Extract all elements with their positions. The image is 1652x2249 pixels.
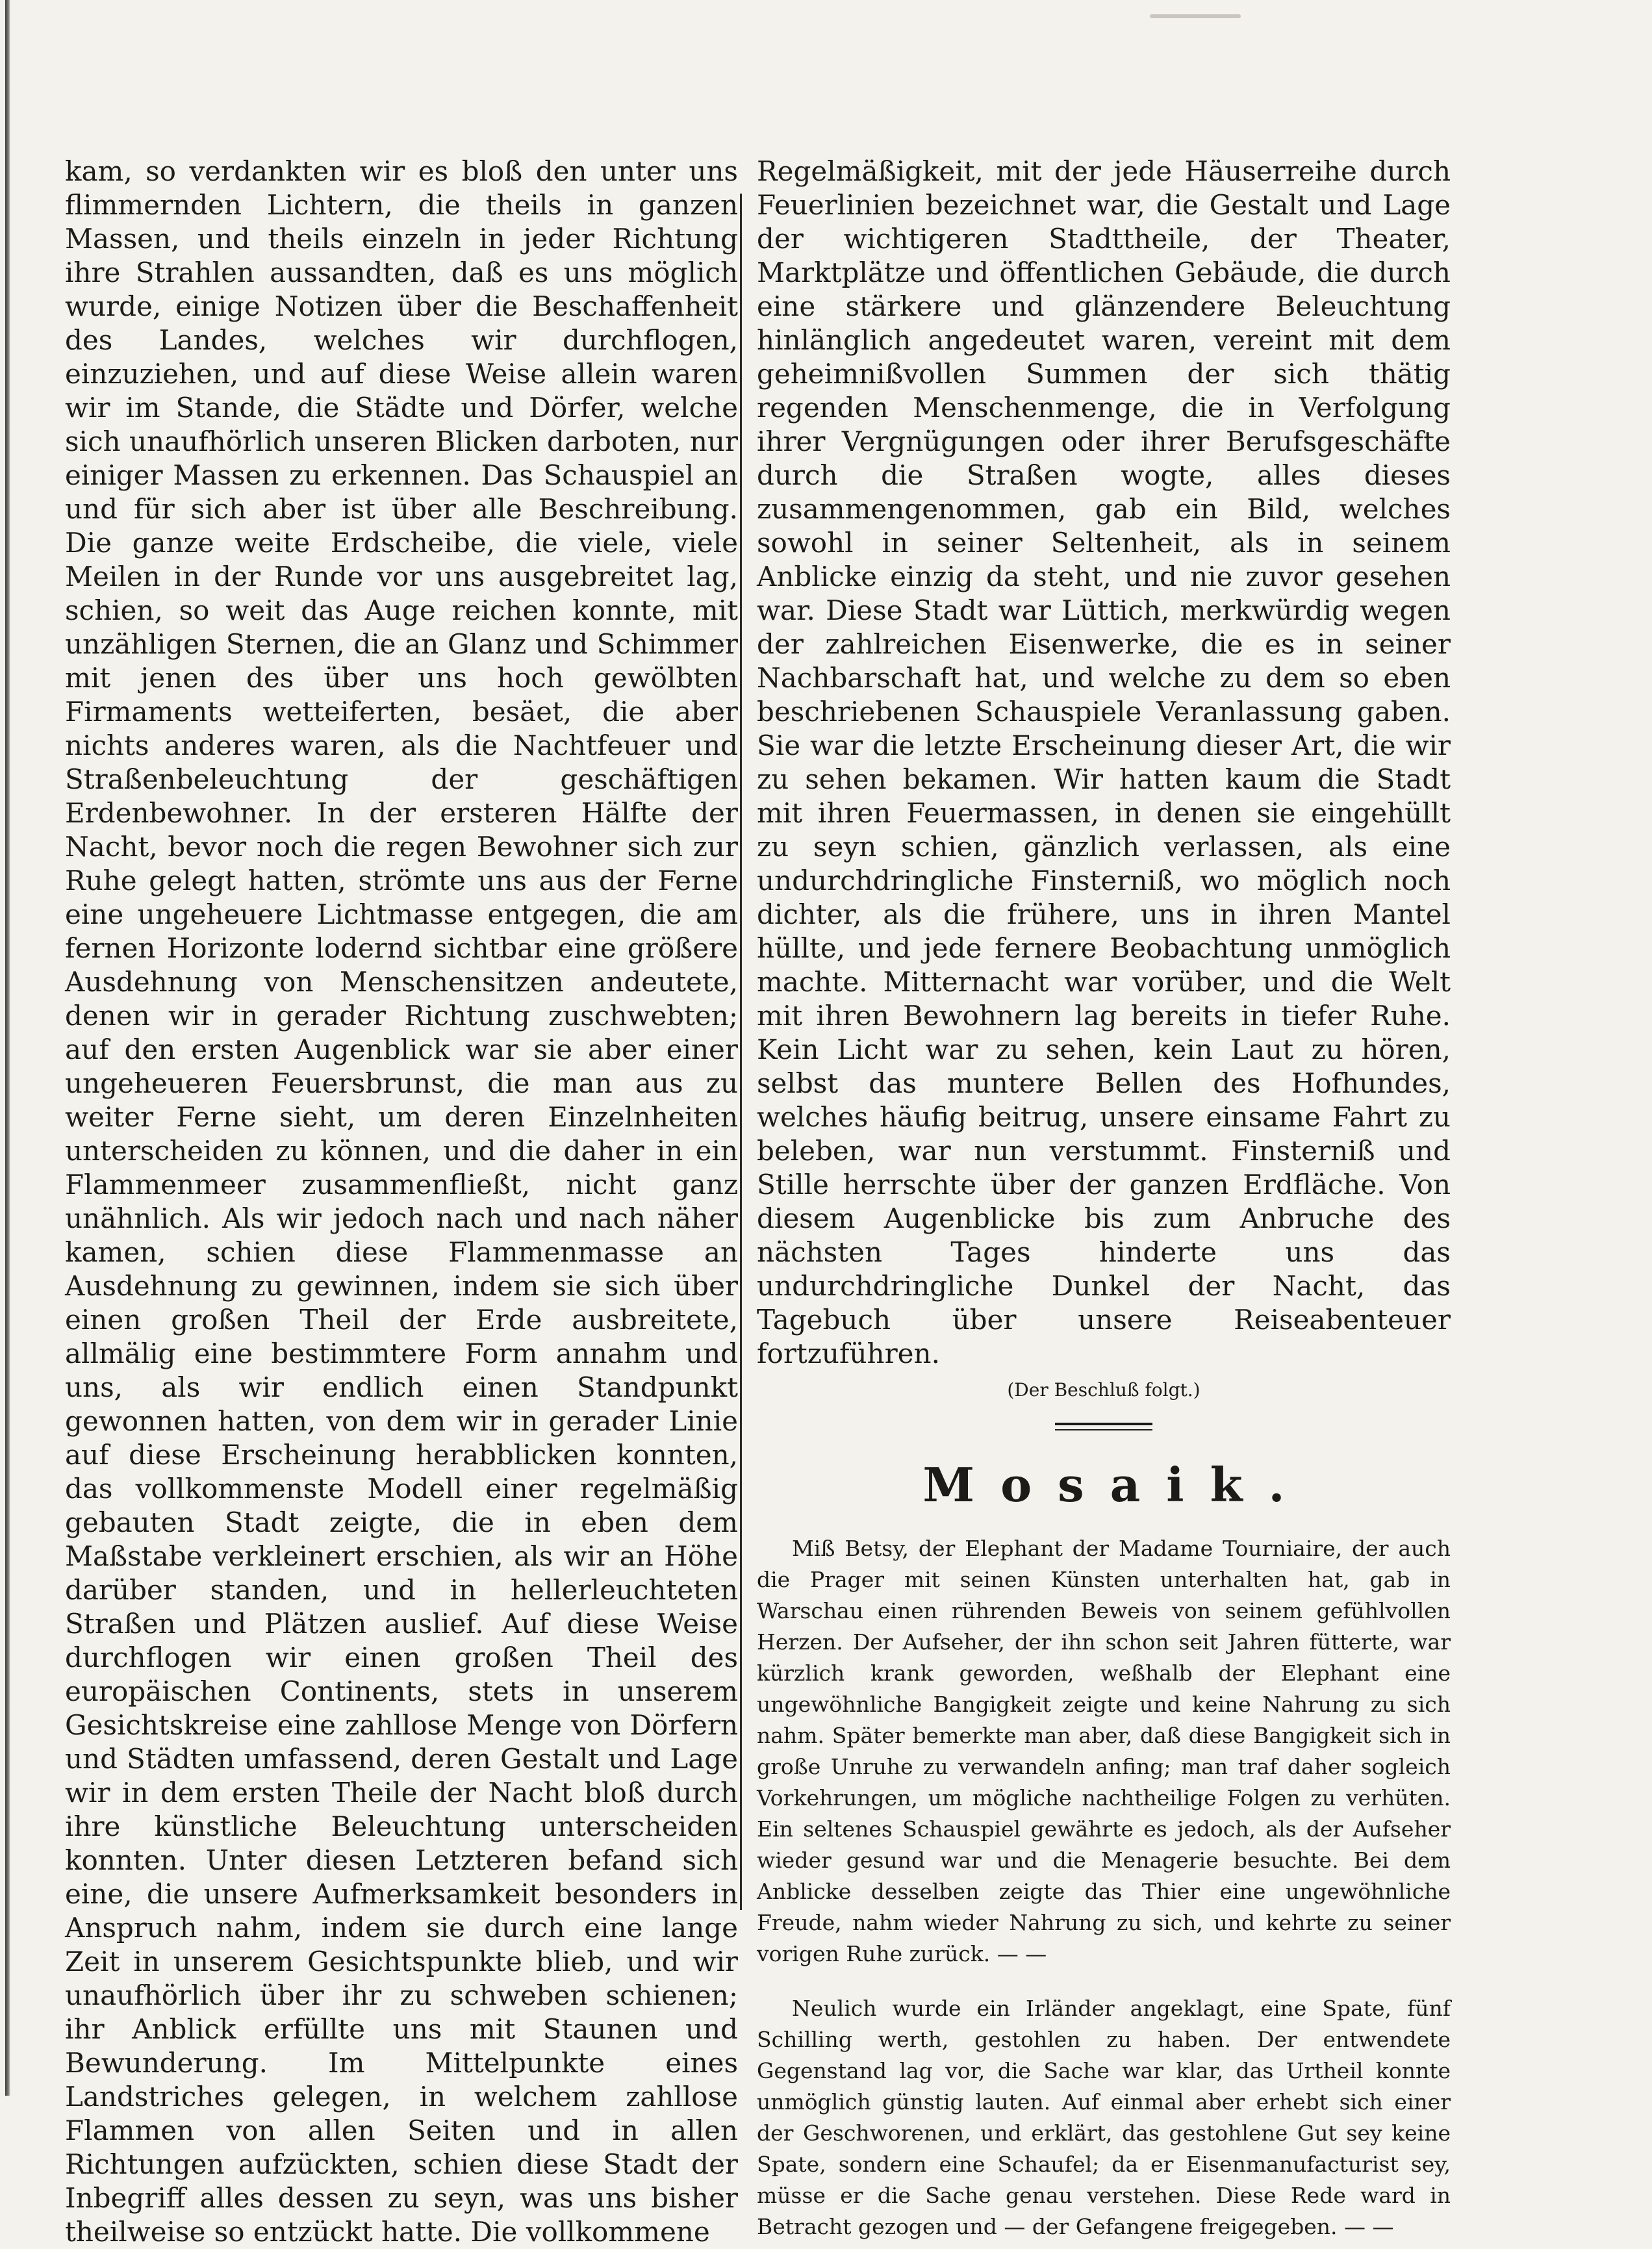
anecdote-irishman: Neulich wurde ein Irländer angeklagt, eine Spate, fünf Schilling werth, gestohlen zu haben. Der entwendete Gegenstand lag vor, die Sache war klar, das Urtheil konnte unmöglich günstig lauten. Auf einmal aber erhebt sich einer der Geschworenen, und erklärt, das gestohlene Gut sey keine Spate, sondern eine Schaufel; da er Eisenmanufacturist sey, müsse er die Sache genau verstehen. Diese Rede ward in Betracht gezogen und — der Gefangene freigegeben. — — [757, 1996, 1451, 2239]
right-column-text: Regelmäßigkeit, mit der jede Häuserreihe durch Feuerlinien bezeichnet war, die Gestalt und Lage der wichtigeren Stadttheile, der Theater, Marktplätze und öffentlichen Gebäude, die durch eine stärkere und glänzendere Beleuchtung hinlänglich angedeutet waren, vereint mit dem geheimnißvollen Summen der sich thätig regenden Menschenmenge, die in Verfolgung ihrer Vergnügungen oder ihrer Berufsgeschäfte durch die Straßen wogte, alles dieses zusammengenommen, gab ein Bild, welches sowohl in seiner Seltenheit, als in seinem Anblicke einzig da steht, und nie zuvor gesehen war. Diese Stadt war Lüttich, merkwürdig wegen der zahlreichen Eisenwerke, die es in seiner Nachbarschaft hat, und welche zu dem so eben beschriebenen Schauspiele Veranlassung gaben. Sie war die letzte Erscheinung dieser Art, die wir zu sehen bekamen. Wir hatten kaum die Stadt mit ihren Feuermassen, in denen sie eingehüllt zu seyn schien, gänzlich verlassen, als eine undurchdringliche Finsterniß, wo möglich noch dichter, als die frühere, uns in ihren Mantel hüllte, und jede fernere Beobachtung unmöglich machte. Mitternacht war vorüber, und die Welt mit ihren Bewohnern lag bereits in tiefer Ruhe. Kein Licht war zu sehen, kein Laut zu hören, selbst das muntere Bellen des Hofhundes, welches häufig beitrug, unsere einsame Fahrt zu beleben, war nun verstummt. Finsterniß und Stille herrschte über der ganzen Erdfläche. Von diesem Augenblicke bis zum Anbruche des nächsten Tages hinderte uns das undurchdringliche Dunkel der Nacht, das Tagebuch über unsere Reiseabenteuer fortzuführen. [757, 155, 1451, 1369]
column-divider [740, 194, 742, 1910]
section-ornament [1055, 1423, 1152, 1430]
page-binding-edge [5, 0, 10, 2096]
section-title-mosaik: Mosaik. [922, 1457, 1311, 1512]
left-column [65, 155, 738, 2249]
anecdote-elephant: Miß Betsy, der Elephant der Madame Tourniaire, der auch die Prager mit seinen Künsten unterhalten hat, gab in Warschau einen rührenden Beweis von seinem gefühlvollen Herzen. Der Aufseher, der ihn schon seit Jahren fütterte, war kürzlich krank geworden, weßhalb der Elephant eine ungewöhnliche Bangigkeit zeigte und keine Nahrung zu sich nahm. Später bemerkte man aber, daß diese Bangigkeit sich in große Unruhe zu verwandeln anfing; man traf daher sogleich Vorkehrungen, um mögliche nachtheilige Folgen zu verhüten. Ein seltenes Schauspiel gewährte es jedoch, als der Aufseher wieder gesund war und die Menagerie besuchte. Bei dem Anblicke desselben zeigte das Thier eine ungewöhnliche Freude, nahm wieder Nahrung zu sich, und kehrte zu seiner vorigen Ruhe zurück. — — [757, 1536, 1451, 1966]
continued-note: (Der Beschluß folgt.) [1007, 1379, 1201, 1401]
left-column-text: kam, so verdankten wir es bloß den unter uns flimmernden Lichtern, die theils in ganzen Massen, und theils einzeln in jeder Richtung ihre Strahlen aussandten, daß es uns möglich wurde, einige Notizen über die Beschaffenheit des Landes, welches wir durchflogen, einzuziehen, und auf diese Weise allein waren wir im Stande, die Städte und Dörfer, welche sich unaufhörlich unseren Blicken darboten, nur einiger Massen zu erkennen. Das Schauspiel an und für sich aber ist über alle Beschreibung. Die ganze weite Erdscheibe, die viele, viele Meilen in der Runde vor uns ausgebreitet lag, schien, so weit das Auge reichen konnte, mit unzähligen Sternen, die an Glanz und Schimmer mit jenen des über uns hoch gewölbten Firmaments wetteiferten, besäet, die aber nichts anderes waren, als die Nachtfeuer und Straßenbeleuchtung der geschäftigen Erdenbewohner. In der ersteren Hälfte der Nacht, bevor noch die regen Bewohner sich zur Ruhe gelegt hatten, strömte uns aus der Ferne eine ungeheuere Lichtmasse entgegen, die am fernen Horizonte lodernd sichtbar eine größere Ausdehnung von Menschensitzen andeutete, denen wir in gerader Richtung zuschwebten; auf den ersten Augenblick war sie aber einer ungeheueren Feuersbrunst, die man aus zu weiter Ferne sieht, um deren Einzelnheiten unterscheiden zu können, und die daher in ein Flammenmeer zusammenfließt, nicht ganz unähnlich. Als wir jedoch nach und nach näher kamen, schien diese Flammenmasse an Ausdehnung zu gewinnen, indem sie sich über einen großen Theil der Erde ausbreitete, allmälig eine bestimmtere Form annahm und uns, als wir endlich einen Standpunkt gewonnen hatten, von dem wir in gerader Linie auf diese Erscheinung herabblicken konnten, das vollkommenste Modell einer regelmäßig gebauten Stadt zeigte, die in eben dem Maßstabe verkleinert erschien, als wir an Höhe darüber standen, und in hellerleuchteten Straßen und Plätzen auslief. Auf diese Weise durchflogen wir einen großen Theil des europäischen Continents, stets in unserem Gesichtskreise eine zahllose Menge von Dörfern und Städten umfassend, deren Gestalt und Lage wir in dem ersten Theile der Nacht bloß durch ihre künstliche Beleuchtung unterscheiden konnten. Unter diesen Letzteren befand sich eine, die unsere Aufmerksamkeit besonders in Anspruch nahm, indem sie durch eine lange Zeit in unserem Gesichtspunkte blieb, und wir unaufhörlich über ihr zu schweben schienen; ihr Anblick erfüllte uns mit Staunen und Bewunderung. Im Mittelpunkte eines Landstriches gelegen, in welchem zahllose Flammen von allen Seiten und in allen Richtungen aufzückten, schien diese Stadt der Inbegriff alles dessen zu seyn, was uns bisher theilweise so entzückt hatte. Die vollkommene [65, 155, 738, 2248]
scan-mark [1150, 14, 1241, 18]
right-column [757, 155, 1451, 2243]
